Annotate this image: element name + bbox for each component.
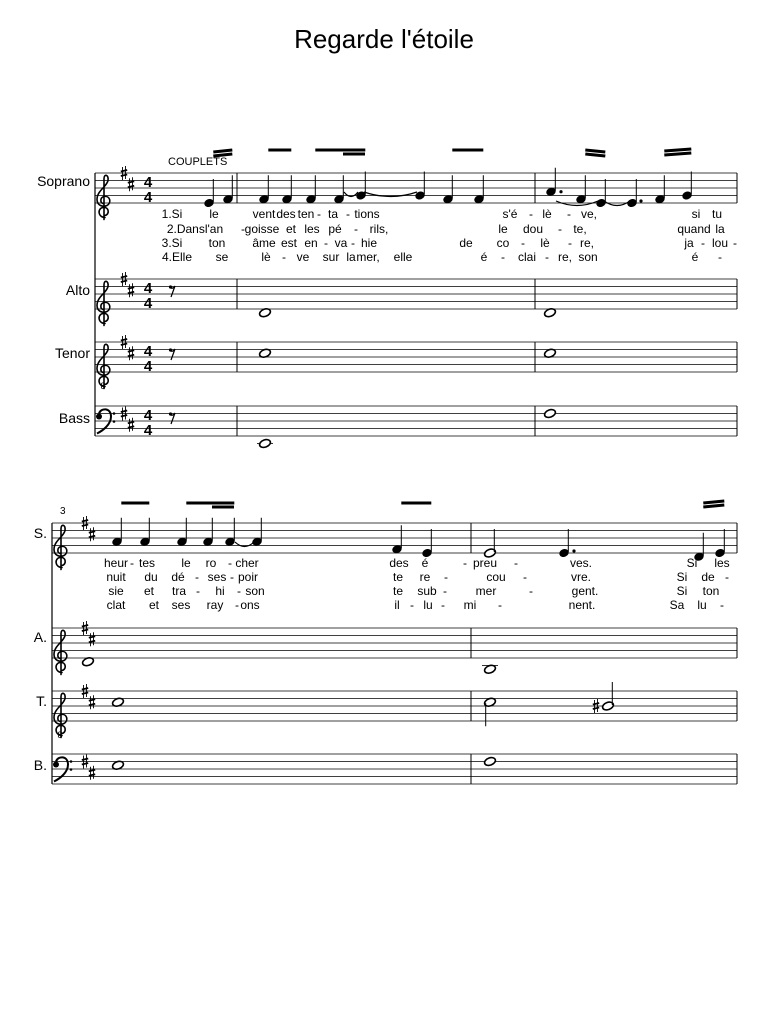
staff-name-t: T. [36,693,47,709]
note-beam [585,154,605,156]
lyric-verse-1: ve, [580,207,598,221]
lyric-verse-3: - [196,584,200,598]
staff-name-a: A. [33,629,47,645]
lyric-verse-2: dé [171,570,185,584]
lyric-verse-4: son [578,250,598,264]
augmentation-dot [559,190,562,193]
staff-name-s: S. [33,525,47,541]
lyric-verse-1: vent [252,207,276,221]
staff-name-tenor: Tenor [54,345,90,361]
lyric-verse-1: si [691,207,701,221]
lyric-verse-2: quand [677,222,711,236]
lyric-verse-2: - [725,570,729,584]
lyric-verse-3: Si [676,584,688,598]
augmentation-dot [639,199,642,202]
key-sharp-icon [128,346,134,360]
lyric-verse-1: - [317,207,321,221]
time-signature-bottom: 4 [143,422,153,439]
note-beam [213,154,232,156]
notehead [259,438,272,449]
time-signature-bottom: 4 [143,189,153,206]
lyric-verse-1: ro [205,556,217,570]
lyric-verse-1: le [209,207,219,221]
lyric-verse-4: - [498,598,502,612]
time-signature-bottom: 4 [143,295,153,312]
augmentation-dot [572,549,575,552]
lyric-verse-4: et [148,598,160,612]
lyric-verse-3: son [245,584,265,598]
lyric-verse-2: les [304,222,320,236]
lyric-verse-1: des [389,556,409,570]
staff-name-bass: Bass [58,410,90,426]
lyric-verse-2: re [419,570,431,584]
lyric-verse-1: des [276,207,296,221]
treble-clef-icon [54,525,67,569]
lyric-verse-1: lè [542,207,552,221]
lyric-verse-1: cher [235,556,259,570]
lyric-verse-1: tes [138,556,156,570]
lyric-verse-3: - [443,584,447,598]
lyric-verse-2: dou [522,222,544,236]
time-signature-top: 4 [143,280,153,297]
lyric-verse-2: te [392,570,404,584]
note-beam [213,150,232,152]
lyric-verse-1: - [567,207,571,221]
lyric-verse-4: 4.Elle [161,250,193,264]
lyric-verse-3: âme [252,236,276,250]
lyric-verse-4: - [720,598,724,612]
lyric-verse-3: ja [684,236,694,250]
lyric-verse-4: - [501,250,505,264]
staff-name-soprano: Soprano [37,173,90,189]
lyric-verse-3: lè [540,236,550,250]
lyric-verse-1: ten [297,207,315,221]
lyric-verse-3: ton [702,584,720,598]
lyric-verse-3: mer [475,584,497,598]
lyric-verse-4: se [215,250,229,264]
lyric-verse-3: - [568,236,572,250]
lyric-verse-1: - [130,556,134,570]
staff-name-alto: Alto [65,282,90,298]
lyric-verse-4: - [718,250,722,264]
bass-clef-icon [96,409,115,433]
time-signature-top: 4 [143,343,153,360]
lyric-verse-3: en [304,236,318,250]
lyric-verse-3: - [701,236,705,250]
lyric-verse-2: pé [328,222,342,236]
time-signature-bottom: 4 [143,358,153,375]
lyric-verse-4: - [282,250,286,264]
lyric-verse-2: rils, [369,222,389,236]
lyric-verse-1: tions [354,207,380,221]
key-sharp-icon [89,527,95,541]
lyric-verse-4: - [545,250,549,264]
lyric-verse-4: - [235,598,239,612]
lyric-verse-4: lu [697,598,707,612]
lyric-verse-4: ses [171,598,191,612]
lyric-verse-2: et [285,222,297,236]
lyric-verse-1: 1.Si [161,207,183,221]
lyric-verse-1: les [714,556,730,570]
lyric-verse-3: va [334,236,348,250]
key-sharp-icon [89,766,95,780]
lyric-verse-1: heur [103,556,129,570]
lyric-verse-4: - [441,598,445,612]
eighth-rest-icon [169,348,175,360]
eighth-rest-icon [169,285,175,297]
lyric-verse-3: hie [360,236,378,250]
lyric-verse-3: - [529,584,533,598]
lyric-verse-3: re, [579,236,595,250]
lyric-verse-2: - [354,222,358,236]
lyric-verse-2: - [230,570,234,584]
lyric-verse-3: sie [108,584,124,598]
lyric-verse-2: vre. [570,570,592,584]
music-notation [34,149,737,784]
octave-marker: 8 [57,730,63,740]
lyric-verse-1: - [514,556,518,570]
lyric-verse-2: - [195,570,199,584]
lyric-verse-2: poir [237,570,259,584]
lyric-verse-4: - [410,598,414,612]
treble-clef-icon [97,281,110,325]
lyric-verse-2: cou [486,570,506,584]
note-beam [664,153,691,155]
score-title: Regarde l'étoile [294,24,474,54]
key-sharp-icon [128,418,134,432]
lyric-verse-1: s'é [502,207,518,221]
bass-clef-icon [53,757,72,781]
lyric-verse-4: re, [557,250,573,264]
lyric-verse-2: 2.Dansl'an [166,222,224,236]
lyric-verse-2: te, [573,222,587,236]
lyric-verse-1: ta [327,207,339,221]
lyric-verse-2: de [701,570,715,584]
lyric-verse-3: - [237,584,241,598]
measure-number: 3 [60,506,66,517]
treble-clef-icon [54,630,67,674]
key-sharp-icon [89,695,95,709]
lyric-verse-3: te [392,584,404,598]
lyric-verse-1: le [181,556,191,570]
lyric-verse-4: ray [206,598,224,612]
lyric-verse-3: est [280,236,298,250]
lyric-verse-4: ve [296,250,310,264]
treble-clef-icon [97,175,110,219]
lyric-verse-1: tu [711,207,723,221]
lyric-verse-4: sur [322,250,340,264]
lyric-verse-3: gent. [571,584,599,598]
lyric-verse-3: - [521,236,525,250]
lyric-verse-1: ves. [569,556,593,570]
octave-marker: 8 [100,381,106,391]
lyric-verse-2: goisse [244,222,280,236]
eighth-rest-icon [169,412,175,424]
lyric-verse-3: ton [208,236,226,250]
lyric-verse-4: é [691,250,699,264]
notehead [544,408,557,419]
lyric-verse-2: la [715,222,725,236]
key-sharp-icon [128,177,134,191]
lyric-verse-3: de [459,236,473,250]
note-beam [703,501,724,503]
lyric-verse-4: clai [517,250,537,264]
lyric-verse-1: - [228,556,232,570]
lyric-verse-1: - [463,556,467,570]
lyric-verse-4: mi [463,598,477,612]
lyric-verse-2: le [498,222,508,236]
lyric-verse-2: - [523,570,527,584]
key-sharp-icon [89,632,95,646]
lyric-verse-4: é [480,250,488,264]
note-beam [703,505,724,507]
lyric-verse-4: ons [240,598,260,612]
lyric-verse-2: - [558,222,562,236]
lyric-verse-3: sub [417,584,437,598]
lyric-verse-3: - [324,236,328,250]
lyric-verse-3: 3.Si [161,236,183,250]
lyric-verse-4: la [346,250,356,264]
lyric-verse-4: lu [423,598,433,612]
lyric-verse-3: hi [215,584,225,598]
lyric-verse-2: - [241,222,245,236]
lyric-verse-4: Sa [669,598,685,612]
lyric-verse-3: et [143,584,155,598]
lyric-verse-1: é [421,556,429,570]
lyric-verse-2: ses [207,570,227,584]
lyric-verse-4: clat [106,598,126,612]
lyric-verse-4: mer, [356,250,380,264]
time-signature-top: 4 [143,174,153,191]
lyric-verse-4: elle [393,250,413,264]
lyric-verse-3: - [733,236,737,250]
lyric-verse-3: tra [171,584,187,598]
lyric-verse-2: - [444,570,448,584]
note-beam [664,149,691,151]
lyric-verse-1: - [346,207,350,221]
staff-name-b: B. [33,757,47,773]
lyric-verse-2: Si [676,570,688,584]
lyric-verse-4: nent. [568,598,596,612]
lyric-verse-1: preu [472,556,498,570]
lyric-verse-3: - [351,236,355,250]
time-signature-top: 4 [143,407,153,424]
lyric-verse-4: il [394,598,400,612]
notehead [484,756,497,767]
lyric-verse-4: lè [261,250,271,264]
note-beam [585,150,605,152]
lyric-verse-3: co [496,236,510,250]
section-label: COUPLETS [168,156,228,168]
lyric-verse-1: Si [686,556,698,570]
lyric-verse-3: lou [711,236,729,250]
lyric-verse-2: du [144,570,158,584]
lyric-verse-1: - [529,207,533,221]
lyric-verse-2: nuit [106,570,126,584]
key-sharp-icon [128,283,134,297]
